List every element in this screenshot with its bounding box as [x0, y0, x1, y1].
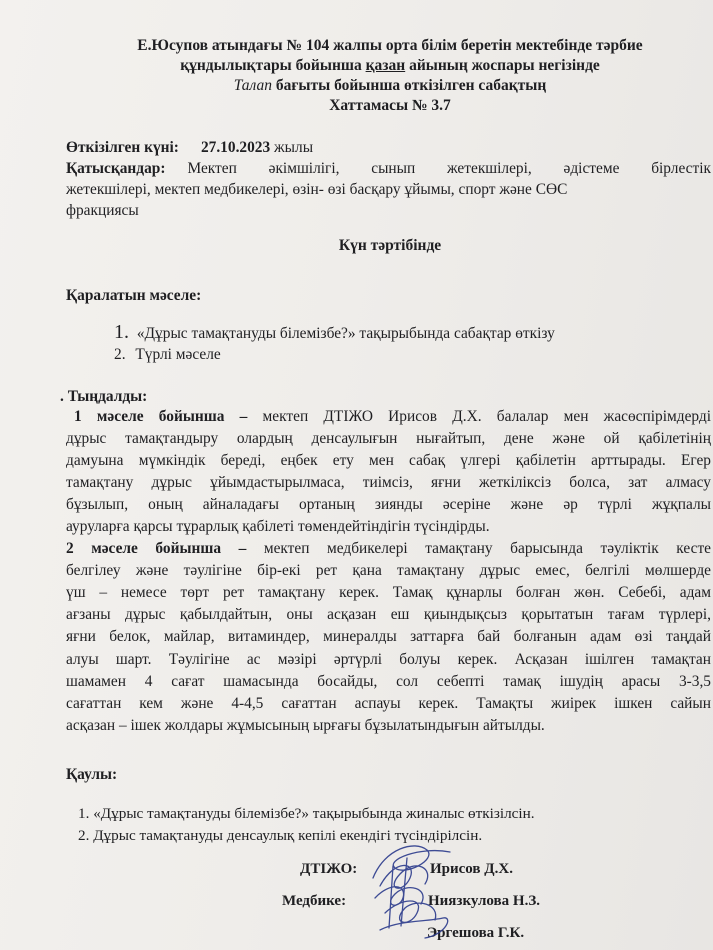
heard-p1-line-2: [66, 430, 711, 448]
heard-p2-line-3: [66, 584, 711, 602]
header-line-2-pre: құндылықтары бойынша: [180, 57, 366, 74]
p2-text-1: мектеп медбикелері тамақтану барысында тәуліктік кесте: [246, 540, 711, 557]
protocol-title-text: Хаттамасы № 3.7: [329, 97, 451, 114]
participants-label: Қатысқандар:: [66, 160, 166, 177]
signature-role-1: [300, 861, 357, 878]
p2-text-6: алуы шарт. Тәулігіне ас мәзірі әртүрлі болуы керек. Асқазан ішілген тамақтан: [66, 651, 711, 668]
decision-label-text: Қаулы:: [66, 766, 118, 783]
agenda-title: [70, 236, 710, 256]
p1-text-2: дұрыс тамақтандыру олардың денсаулығын нығайтып, дене және ой қабілетінің: [66, 430, 711, 447]
header-line-2: [70, 56, 710, 76]
header-month: қазан: [365, 57, 406, 74]
heard-p1-line-6: [66, 518, 711, 536]
date-suffix: жылы: [270, 139, 314, 156]
issues-label-text: Қаралатын мәселе:: [66, 287, 202, 304]
signature-role-2: [282, 893, 346, 910]
heard-p2-line-6: [66, 651, 711, 669]
issue-1-title: 1 мәселе бойынша –: [74, 408, 248, 425]
heard-p2-line-8: [66, 695, 711, 713]
signature-role-1-text: ДТІЖО:: [300, 861, 358, 877]
date-value: 27.10.2023: [200, 139, 271, 156]
heard-label-text: . Тыңдалды:: [60, 388, 148, 405]
heard-label: [60, 388, 705, 406]
heard-p2-line-7: [66, 673, 711, 691]
date-label: Өткізілген күні:: [66, 139, 179, 156]
issue-2-title: 2 мәселе бойынша –: [66, 540, 247, 557]
heard-p1-line-5: [66, 496, 711, 514]
p2-text-4: ағзаны дұрыс қабылдайтын, оны асқазан еш қиындықсыз қорытатын тағам түрлері,: [66, 606, 711, 623]
p2-text-5: яғни белок, майлар, витаминдер, минералды заттарға бай болғанын адам өзі таңдай: [66, 628, 711, 645]
decision-item-1: [78, 805, 535, 823]
signature-name-2-text: Ниязкулова Н.З.: [428, 893, 540, 909]
agenda-item-1-num: 1.: [114, 321, 129, 343]
p2-text-9: асқазан – ішек жолдары жұмысының ырғағы бұзылатындығын айтылды.: [66, 717, 545, 734]
decision-item-2-text: 2. Дұрыс тамақтануды денсаулық кепілі екендігі түсіндірілсін.: [78, 827, 483, 844]
decision-label: [66, 766, 711, 784]
signature-name-3-text: Эргешова Г.К.: [427, 925, 525, 941]
signature-role-2-text: Медбике:: [282, 893, 347, 909]
heard-p2-line-4: [66, 606, 711, 624]
signature-name-1-text: Ирисов Д.Х.: [430, 861, 513, 877]
agenda-item-2-text: Түрлі мәселе: [135, 346, 221, 363]
header-line-3-rest: бағыты бойынша өткізілген сабақтың: [271, 77, 547, 94]
heard-p2-line-5: [66, 628, 711, 646]
p1-text-5: бұзылып, оның айналадағы ортаның зиянды әсеріне және әр түрлі жұқпалы: [66, 496, 711, 513]
date-row: [66, 139, 711, 157]
header-line-3: [70, 76, 710, 96]
protocol-title: [70, 96, 710, 116]
participants-text-1: Мектеп әкімшілігі, сынып жетекшілері, әдістеме бірлестік: [187, 160, 711, 177]
heard-p1-line-3: [66, 452, 711, 470]
agenda-item-1: [114, 321, 555, 344]
header-direction: Талап: [233, 77, 272, 94]
participants-text-3: фракциясы: [66, 202, 139, 219]
p1-text-1: мектеп ДТІЖО Ирисов Д.Х. балалар мен жасөспірімдерді: [247, 408, 711, 425]
handwritten-signature-icon: [355, 838, 475, 948]
p2-text-2: белгілеу және тәулігіне бір-екі рет қана тамақтану дұрыс емес, белгілі мөлшерде: [66, 562, 711, 579]
participants-row-2: [66, 181, 711, 199]
heard-p1-line-1: [66, 408, 711, 426]
participants-row-3: [66, 202, 711, 220]
agenda-item-2-num: 2.: [114, 346, 126, 363]
participants-text-2: жетекшілері, мектеп медбикелері, өзін- өзі басқару ұйымы, спорт және СӨС: [66, 181, 568, 198]
heard-p2-line-2: [66, 562, 711, 580]
participants-row-1: [66, 160, 711, 178]
p2-text-8: сағаттан кем және 4-4,5 сағаттан аспауы керек. Тамақты жиірек ішкен сайын: [66, 695, 711, 712]
header-line-1-text: Е.Юсупов атындағы № 104 жалпы орта білім беретін мектебінде тәрбие: [137, 37, 643, 54]
heard-p2-line-9: [66, 717, 711, 735]
decision-item-1-text: 1. «Дұрыс тамақтануды білемізбе?» тақырыбында жиналыс өткізілсін.: [78, 805, 535, 822]
agenda-title-text: Күн тәртібінде: [338, 237, 442, 254]
header-line-1: [70, 36, 710, 56]
heard-p2-line-1: [66, 540, 711, 558]
p1-text-6: ауруларға қарсы тұрарлық қабілеті төмендейтіндігін түсіндірды.: [66, 518, 490, 535]
issues-label: [66, 287, 711, 305]
p1-text-4: тамақтану дұрыс ұйымдастырылмаса, тиімсіз, яғни жеткіліксіз болса, зат алмасу: [66, 474, 711, 491]
p2-text-7: шамамен 4 сағат шамасында босайды, сол себепті тамақ ішудің арасы 3-3,5: [66, 673, 711, 690]
p2-text-3: үш – немесе төрт рет тамақтану керек. Тамақ құнарлы болған жөн. Себебі, адам: [66, 584, 711, 601]
agenda-item-1-text: «Дұрыс тамақтануды білемізбе?» тақырыбында сабақтар өткізу: [136, 325, 555, 342]
agenda-item-2: [114, 346, 221, 364]
heard-p1-line-4: [66, 474, 711, 492]
p1-text-3: дамуына мүмкіндік береді, еңбек ету мен сабақ үлгері қабілетін арттырады. Егер: [66, 452, 711, 469]
header-line-2-post: айының жоспары негізінде: [405, 57, 600, 74]
